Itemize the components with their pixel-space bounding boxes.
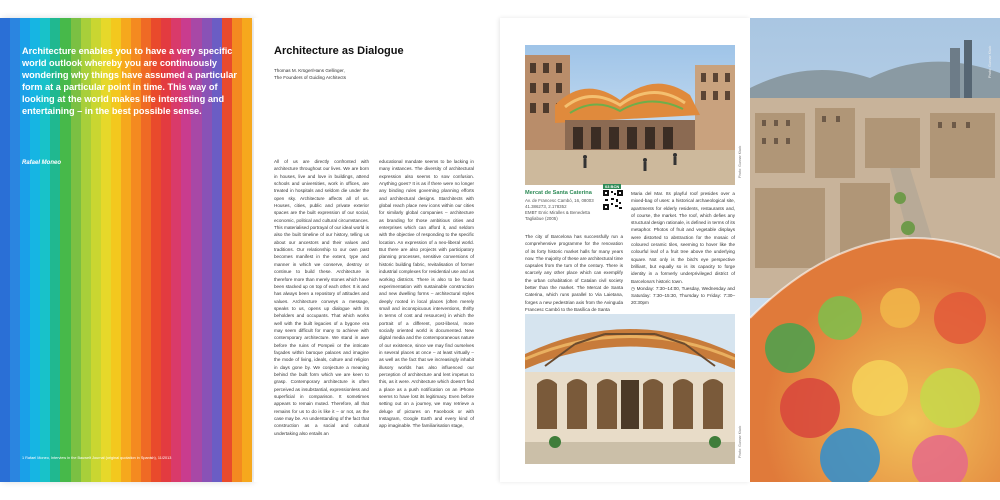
market-text-column-2 <box>631 190 735 307</box>
photo-credit-aerial: Photo: Gunnar Klack <box>988 45 992 78</box>
article-column-1: All of us are directly confronted with architecture throughout our lives. We are born in houses, live and love in buildings, attend schools and universities, work in offices, are treated in hospitals and seldom die under the open sky. Architecture affects all of us. Houses, cities, public and private exterior spaces are the built expression of our social, economic, political and cultural circumstances. This materialised portrayal of our ideal world is also the built timeline of our history, telling us about our ancestors and their values and traditions. Our relationship to our own past becomes manifest in the extent, type and manner in which we conserve, destroy or continue to build these. Architecture is therefore more than merely stones which have been stacked up on top of each other. It is and has always been a repository of attitudes and values. Architecture conveys a message, speaks to us, opens up dialogue with its beholders and occupants. That which works well with the built legacies of a bygone era may seem difficult for many to achieve with contemporary architecture. We stand in awe before the ruins of Pompeii or the intricate façades within baroque palaces and imagine the mode of living, ideals, culture and religion in days gone by. We conjecture a meaning behind the built form which we are keen to grasp. Contemporary architecture is often perceived as insubstantial, expressionless and superficial in comparison. It sometimes appears to remain muted. Therefore, all that remains for us to do is like it – or not, as the case may be. An understanding of the fact that construction as a social and cultural undertaking also entails an <box>274 159 369 436</box>
qr-tag: 03 BCN <box>605 184 620 189</box>
article-title: Architecture as Dialogue <box>274 45 404 57</box>
place-name: Mercat de Santa Caterina <box>525 190 592 196</box>
page-quote <box>0 18 252 482</box>
market-street-photo <box>525 45 735 185</box>
market-text-column-1: The city of Barcelona has successfully run a comprehensive programme for the renovation of its forty historic market halls for many years now. The majority of these are architectural time capsules from the turn of the century. There is scarcely any other place which can exemplify the urban cohabitation of Catalan civil society better than the market. The Mercat de Santa Caterina, which runs parallel to Via Laietana, forges a new pedestrian axis from the Avinguda Francesc Cambó to the Basílica de Santa <box>525 234 623 312</box>
place-architects: EMBT Enric Miralles & Benedetta Tagliabue (2005) <box>525 210 591 221</box>
opening-hours: Monday: 7:30–14:00, Tuesday, Wednesday and Saturday: 7:30–15:30, Thursday to Friday: 7:30–20:30pm <box>631 285 735 306</box>
photo-credit-top: Photo: Gunnar Klack <box>738 145 742 178</box>
rainbow-stripe <box>10 18 20 482</box>
clock-icon: ◷ <box>631 285 636 291</box>
article-column-2: educational mandate seems to be lacking in many instances. The diversity of architectural expression also seems to sow confusion. Anything goes? It is as if there were no longer any binding rules governing planning efforts and architectural designs. Starchitects with global reach place new icons within our cities for similarly global companies – architecture as branding for those ambitious cities and enterprises which can afford it, and seldom with the objective of responding to the specific location. An expression of a neo-liberal world. But there are also projects with participatory planning processes, sensitive conversions of historic building fabric, revitalisation of former industrial complexes for residential use and as working districts. There is also to be found experimentation with sustainable construction and new dwelling forms – architectural styles deeply rooted in local places (often merely small and inconspicuous interventions, thrifty in terms of cost and resources) in which the portrait of a different, post-liberal, more socially oriented world is documented. New digital media and the contemporaneous nature of our existence, since we may find ourselves in several places at once – at least virtually – as well as the fact that we increasingly inhabit illusory worlds has also influenced our perception of architecture and lent impetus to this, as it were. Architecture which doesn't find a place as a push notification on an iPhone seems to have lost its legitimacy. Even before setting out on a journey, we may retrieve a deluge of pictures on Facebook or with Instagram, Google Earth and every kind of app imaginable. The familiarisation stage, <box>379 159 474 429</box>
rainbow-stripe <box>0 18 10 482</box>
photo-credit-bottom: Photo: Gunnar Klack <box>738 425 742 458</box>
authors-line-2: The Founders of Guiding Architects <box>274 75 347 80</box>
market-description: Maria del Mar. Its playful roof presides over a mixed-bag of uses: a historical archaeological site, apartments for elderly residents, restaurants and, of course, the market. The roof, which defies any structural design rationale, is defined in terms of its metaphor. Photos of fruit and vegetable displays were distorted to abstraction for the mosaic of coloured ceramic tiles, seeming to hover like the colourful leaf of a fruit tree above the underlying square. Not only is the bird's eye perspective brilliant, but equally so is its capacity to forge identity in a formerly underprivileged district of Barcelona's historic town. <box>631 191 735 284</box>
place-info <box>525 190 597 222</box>
page-aerial-photo <box>750 18 1000 482</box>
page-quote-text: Architecture enables you to have a very specific world outlook whereby you are continuously wondering why things have assumed a particular form at a particular point in time. This way of looking at the world makes life interesting and entertaining – in the best possible sense. <box>22 46 237 117</box>
market-entrance-photo <box>525 314 735 464</box>
article-authors <box>274 67 346 81</box>
aerial-roof-photo <box>750 18 1000 482</box>
footnote: 1 Rafael Moneo, Interview in the Bauwelt Journal (original quotation in Spanish), 11/2013 <box>22 456 172 460</box>
authors-line-1: Thomas M. Krüger/Hans Gellinger, <box>274 68 345 73</box>
qr-code-icon[interactable] <box>603 190 623 210</box>
page-article <box>254 18 500 482</box>
quote-author: Rafael Moneo <box>22 160 62 166</box>
place-coordinates: 41.386273, 2.178352 <box>525 204 567 209</box>
page-market <box>500 18 750 482</box>
place-address: Av. de Francesc Cambó, 16, 08003 <box>525 198 594 203</box>
